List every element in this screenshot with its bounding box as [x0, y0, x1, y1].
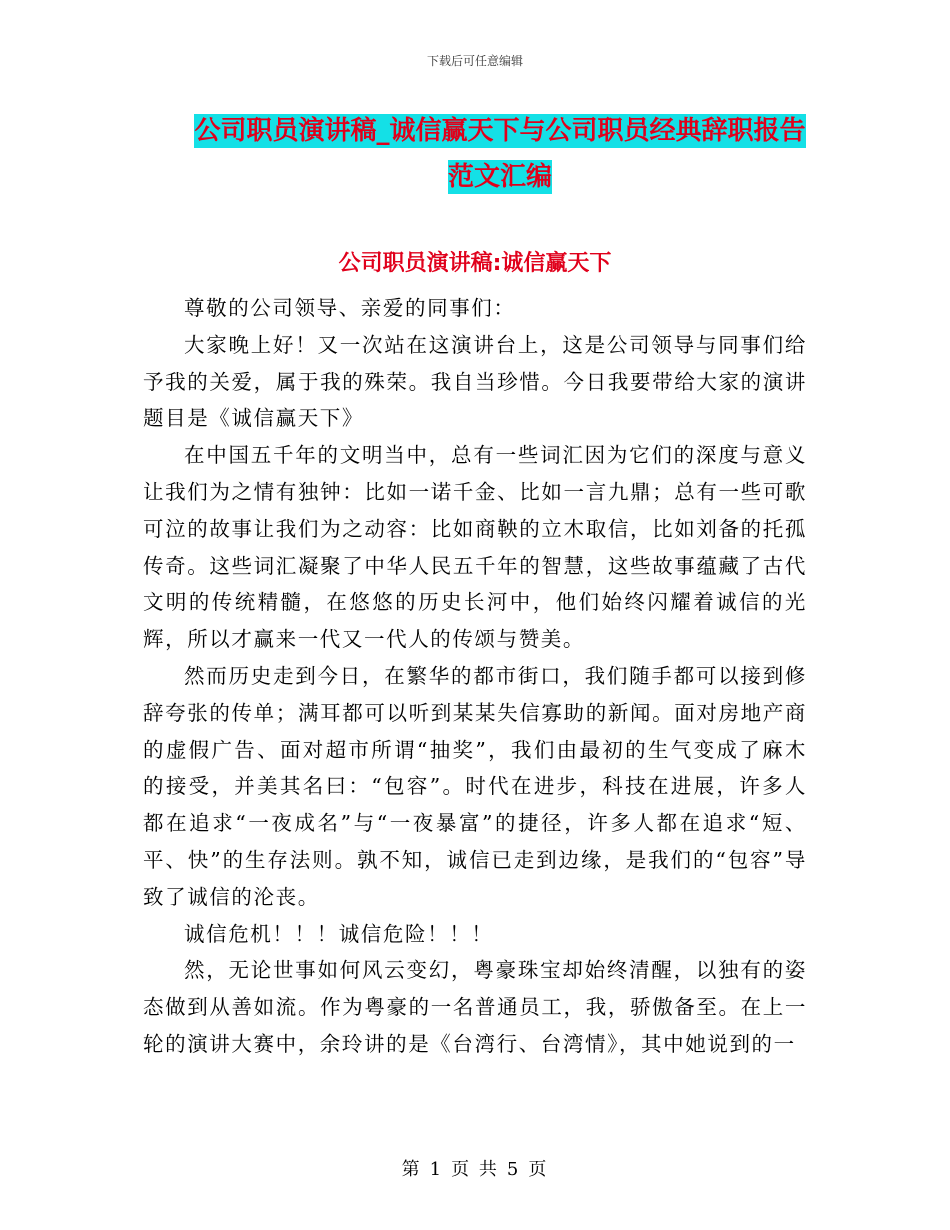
document-title-line-1: 公司职员演讲稿_诚信赢天下与公司职员经典辞职报告 [194, 116, 806, 146]
paragraph: 大家晚上好！又一次站在这演讲台上，这是公司领导与同事们给予我的关爱，属于我的殊荣。我自当珍惜。今日我要带给大家的演讲题目是《诚信赢天下》 [143, 332, 807, 431]
page-footer [0, 1155, 950, 1181]
paragraph: 然，无论世事如何风云变幻，粤豪珠宝却始终清醒，以独有的姿态做到从善如流。作为粤豪的一名普通员工，我，骄傲备至。在上一轮的演讲大赛中，余玲讲的是《台湾行、台湾情》，其中她说到的一 [143, 958, 807, 1056]
paragraph: 诚信危机！！！诚信危险！！！ [184, 921, 494, 946]
footer-middle: 页 共 [451, 1159, 499, 1180]
footer-total-pages: 5 [506, 1159, 521, 1180]
footer-current-page: 1 [429, 1159, 444, 1180]
document-body [143, 290, 807, 1063]
document-title-line-2: 范文汇编 [447, 162, 552, 192]
header-note: 下载后可任意编辑 [426, 54, 523, 68]
document-title [150, 108, 850, 200]
footer-prefix: 第 [401, 1159, 422, 1180]
paragraph: 在中国五千年的文明当中，总有一些词汇因为它们的深度与意义让我们为之情有独钟：比如一诺千金、比如一言九鼎；总有一些可歌可泣的故事让我们为之动容：比如商鞅的立木取信，比如刘备的托孤传奇。这些词汇凝聚了中华人民五千年的智慧，这些故事蕴藏了古代文明的传统精髓，在悠悠的历史长河中，他们始终闪耀着诚信的光辉，所以才赢来一代又一代人的传颂与赞美。 [143, 443, 807, 652]
section-title: 公司职员演讲稿:诚信赢天下 [338, 251, 612, 276]
paragraph: 然而历史走到今日，在繁华的都市街口，我们随手都可以接到修辞夸张的传单；满耳都可以听到某某失信寡助的新闻。面对房地产商的虚假广告、面对超市所谓“抽奖”，我们由最初的生气变成了麻木的接受，并美其名曰：“包容”。时代在进步，科技在进展，许多人都在追求“一夜成名”与“一夜暴富”的捷径，许多人都在追求“短、平、快”的生存法则。孰不知，诚信已走到边缘，是我们的“包容”导致了诚信的沦丧。 [143, 663, 807, 909]
footer-suffix: 页 [528, 1159, 549, 1180]
paragraph-salutation: 尊敬的公司领导、亲爱的同事们： [184, 296, 516, 320]
